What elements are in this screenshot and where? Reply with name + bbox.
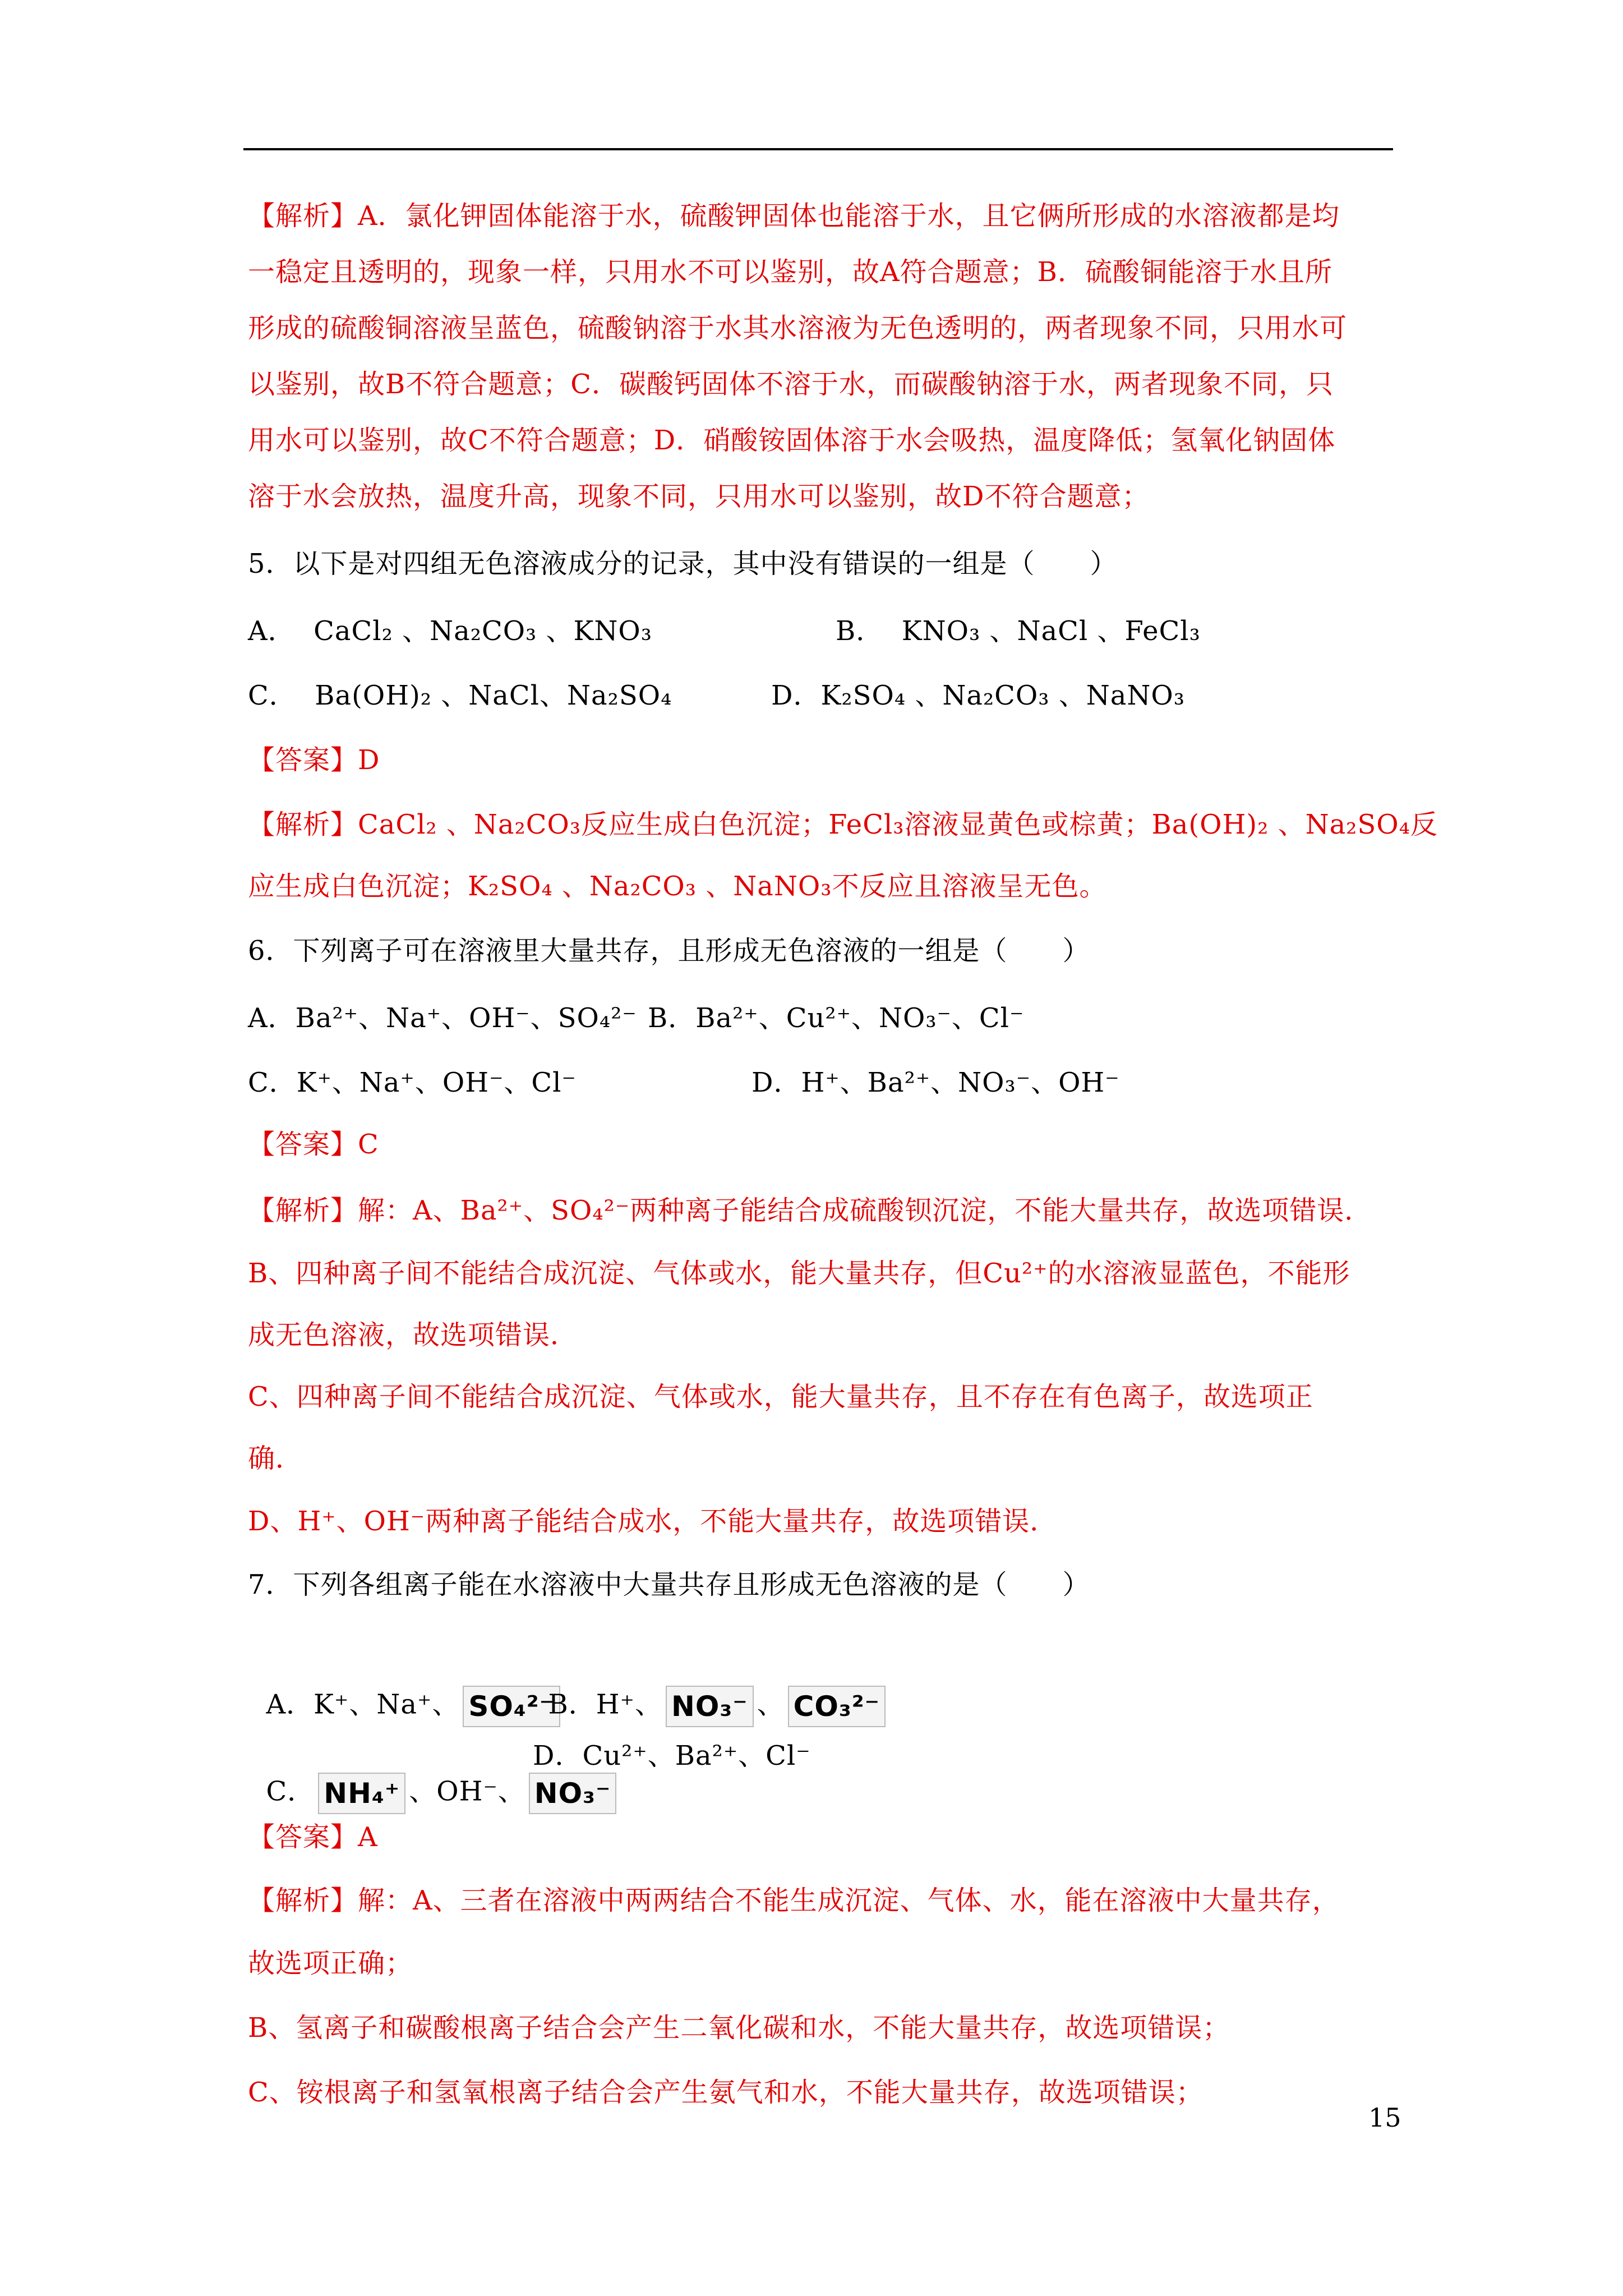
q7-analysis-line-4: C、铵根离子和氢氧根离子结合会产生氨气和水，不能大量共存，故选项错误；: [248, 2077, 1204, 2108]
header-rule: [243, 148, 1393, 150]
q7-option-c-middle: 、OH⁻、: [409, 1775, 525, 1807]
analysis-4-line-4: 以鉴别，故B不符合题意；C．碳酸钙固体不溶于水，而碳酸钠溶于水，两者现象不同，只: [248, 369, 1334, 400]
q6-analysis-line-4: C、四种离子间不能结合成沉淀、气体或水，能大量共存，且不存在有色离子，故选项正: [248, 1381, 1313, 1412]
q7-option-c-prefix: C．: [266, 1775, 315, 1807]
page-number: 15: [1368, 2102, 1401, 2133]
q6-option-b: B．Ba²⁺、Cu²⁺、NO₃⁻、Cl⁻: [648, 1002, 1025, 1034]
q6-analysis-line-5: 确．: [248, 1443, 303, 1474]
q6-answer: 【答案】C: [248, 1129, 379, 1160]
q7-option-a: [248, 1652, 564, 1727]
q7-option-b: [530, 1652, 889, 1727]
q7-answer: 【答案】A: [248, 1821, 378, 1853]
q7-option-b-prefix: B．H⁺、: [548, 1688, 662, 1720]
q6-option-d: D．H⁺、Ba²⁺、NO₃⁻、OH⁻: [751, 1067, 1120, 1098]
analysis-4-line-5: 用水可以鉴别，故C不符合题意；D．硝酸铵固体溶于水会吸热，温度降低；氢氧化钠固体: [248, 425, 1336, 456]
q5-answer: 【答案】D: [248, 744, 380, 776]
q7-analysis-line-1: 【解析】解：A、三者在溶液中两两结合不能生成沉淀、气体、水，能在溶液中大量共存，: [248, 1885, 1340, 1916]
sulfate-formula-image: SO₄²⁻: [463, 1686, 560, 1727]
q6-analysis-line-2: B、四种离子间不能结合成沉淀、气体或水，能大量共存，但Cu²⁺的水溶液显蓝色，不能形: [248, 1258, 1350, 1289]
q7-option-d: D．Cu²⁺、Ba²⁺、Cl⁻: [533, 1740, 811, 1772]
nitrate-formula-image: NO₃⁻: [529, 1773, 617, 1814]
q5-option-d: D．K₂SO₄ 、Na₂CO₃ 、NaNO₃: [771, 680, 1185, 711]
q6-stem: 6．下列离子可在溶液里大量共存，且形成无色溶液的一组是（ ）: [248, 935, 1090, 967]
q7-option-a-prefix: A．K⁺、Na⁺、: [266, 1688, 460, 1720]
q6-option-c: C．K⁺、Na⁺、OH⁻、Cl⁻: [248, 1067, 577, 1098]
q6-analysis-line-3: 成无色溶液，故选项错误．: [248, 1319, 578, 1351]
q6-analysis-line-1: 【解析】解：A、Ba²⁺、SO₄²⁻两种离子能结合成硫酸钡沉淀，不能大量共存，故选项错误．: [248, 1195, 1372, 1226]
q5-analysis-line-1: 【解析】CaCl₂ 、Na₂CO₃反应生成白色沉淀；FeCl₃溶液显黄色或棕黄；Ba(OH)₂ 、Na₂SO₄反: [248, 809, 1438, 840]
q7-analysis-line-2: 故选项正确；: [248, 1948, 413, 1979]
q5-stem: 5．以下是对四组无色溶液成分的记录，其中没有错误的一组是（ ）: [248, 548, 1118, 579]
q5-option-b: B． KNO₃ 、NaCl 、FeCl₃: [836, 615, 1201, 647]
analysis-4-line-2: 一稳定且透明的，现象一样，只用水不可以鉴别，故A符合题意；B．硫酸铜能溶于水且所: [248, 256, 1332, 288]
q5-option-c: C． Ba(OH)₂ 、NaCl、Na₂SO₄: [248, 680, 672, 711]
q7-option-b-separator: 、: [757, 1688, 785, 1720]
carbonate-formula-image: CO₃²⁻: [788, 1686, 886, 1727]
q5-option-a: A． CaCl₂ 、Na₂CO₃ 、KNO₃: [248, 615, 652, 647]
q6-analysis-line-6: D、H⁺、OH⁻两种离子能结合成水，不能大量共存，故选项错误．: [248, 1506, 1058, 1537]
q7-analysis-line-3: B、氢离子和碳酸根离子结合会产生二氧化碳和水，不能大量共存，故选项错误；: [248, 2012, 1230, 2044]
nitrate-formula-image: NO₃⁻: [666, 1686, 754, 1727]
ammonium-formula-image: NH₄⁺: [318, 1773, 405, 1814]
analysis-4-line-1: 【解析】A．氯化钾固体能溶于水，硫酸钾固体也能溶于水，且它俩所形成的水溶液都是均: [248, 200, 1340, 232]
q5-analysis-line-2: 应生成白色沉淀；K₂SO₄ 、Na₂CO₃ 、NaNO₃不反应且溶液呈无色。: [248, 871, 1107, 902]
analysis-4-line-6: 溶于水会放热，温度升高，现象不同，只用水可以鉴别，故D不符合题意；: [248, 481, 1150, 512]
q7-stem: 7．下列各组离子能在水溶液中大量共存且形成无色溶液的是（ ）: [248, 1569, 1090, 1600]
q6-option-a: A．Ba²⁺、Na⁺、OH⁻、SO₄²⁻: [248, 1002, 637, 1034]
analysis-4-line-3: 形成的硫酸铜溶液呈蓝色，硫酸钠溶于水其水溶液为无色透明的，两者现象不同，只用水可: [248, 312, 1348, 344]
